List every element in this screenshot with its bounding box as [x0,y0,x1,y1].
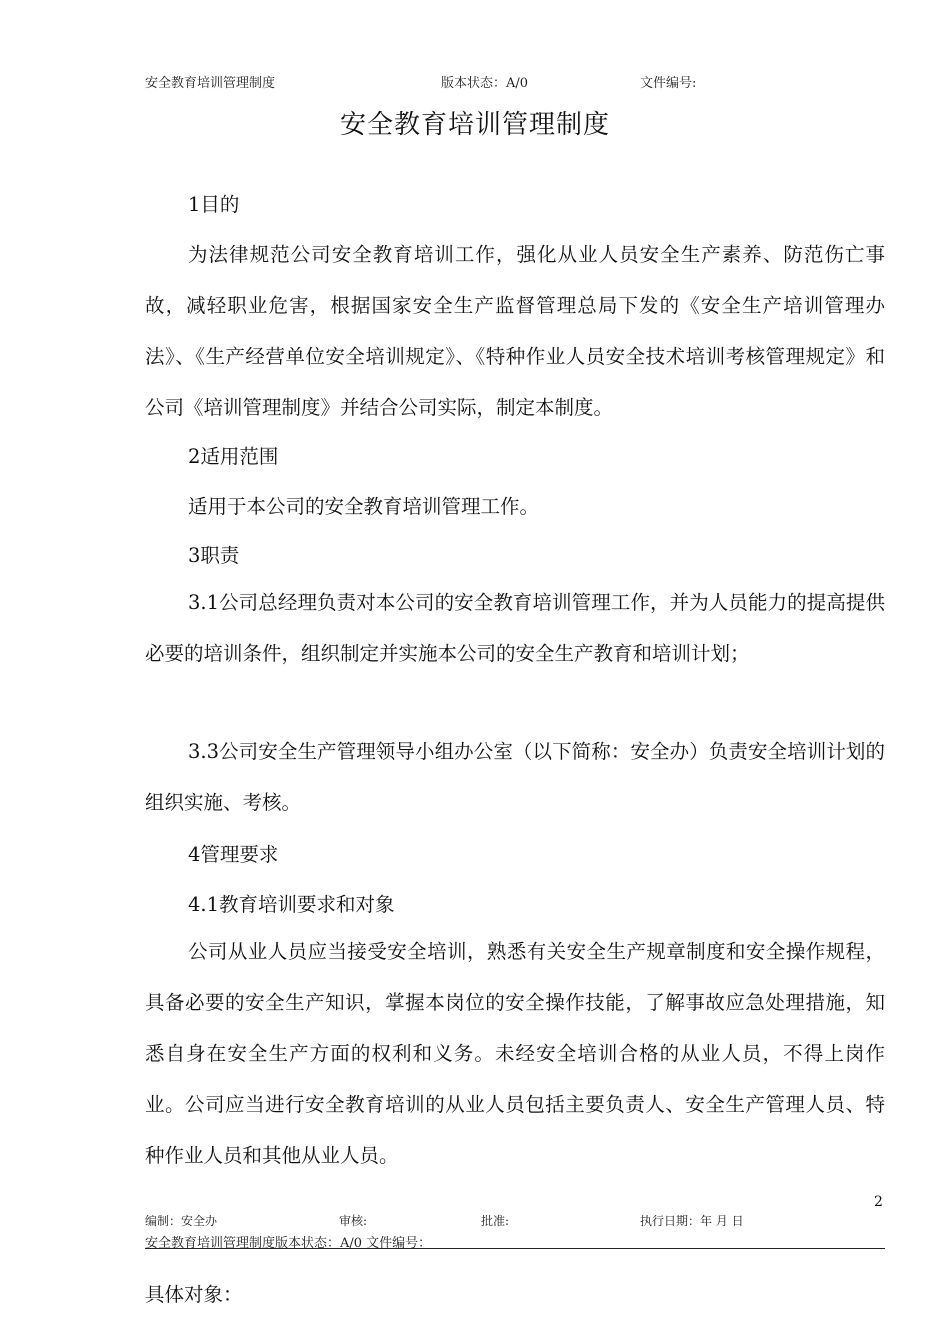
document-title: 安全教育培训管理制度 [339,110,610,140]
header-version: 版本状态：A/0 [441,76,529,91]
footer-approved-by: 批准: [481,1214,510,1228]
footer-divider [145,1248,885,1249]
section-2-heading: 2适用范围 [188,445,279,468]
section-4-1-heading: 4.1教育培训要求和对象 [188,893,395,916]
footer-effective-date: 执行日期：年 月 日 [640,1214,744,1228]
next-page-header: 安全教育培训管理制度版本状态：A/0 文件编号： [145,1236,432,1251]
section-2-text: 适用于本公司的安全教育培训管理工作。 [188,495,540,518]
footer-reviewed-by: 审核: [339,1214,368,1228]
header-doc-name: 安全教育培训管理制度 [145,76,276,91]
section-3-1-text: 3.1公司总经理负责对本公司的安全教育培训管理工作，并为人员能力的提高提供必要的培训条件，组织制定并实施本公司的安全生产教育和培训计划； [145,591,885,665]
next-page-text: 具体对象： [145,1283,243,1306]
page-number: 2 [874,1194,883,1210]
section-1-text: 为法律规范公司安全教育培训工作，强化从业人员安全生产素养、防范伤亡事故，减轻职业危害，根据国家安全生产监督管理总局下发的《安全生产培训管理办法》、《生产经营单位安全培训规定》、《特种作业人员安全技术培训考核管理规定》和公司《培训管理制度》并结合公司实际，制定本制度。 [145,243,885,419]
section-1-heading: 1目的 [188,193,240,216]
footer-prepared-by: 编制：安全办 [145,1214,218,1228]
header-file-number: 文件编号: [640,76,697,91]
section-3-heading: 3职责 [188,544,240,567]
section-3-3-text: 3.3公司安全生产管理领导小组办公室（以下简称：安全办）负责安全培训计划的组织实施、考核。 [145,740,885,814]
section-4-1-text: 公司从业人员应当接受安全培训，熟悉有关安全生产规章制度和安全操作规程，具备必要的安全生产知识，掌握本岗位的安全操作技能，了解事故应急处理措施，知悉自身在安全生产方面的权利和义务。未经安全培训合格的从业人员，不得上岗作业。公司应当进行安全教育培训的从业人员包括主要负责人、安全生产管理人员、特种作业人员和其他从业人员。 [145,940,885,1167]
section-4-heading: 4管理要求 [188,843,279,866]
